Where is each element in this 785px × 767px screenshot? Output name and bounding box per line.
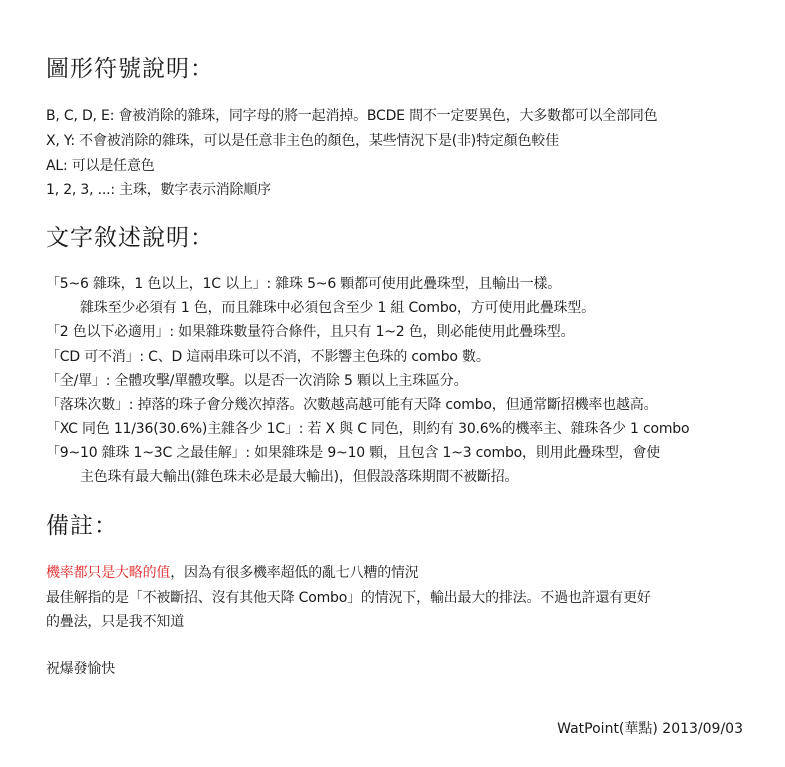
text-desc-line: 主色珠有最大輸出(雜色珠未必是最大輸出)，但假設落珠期間不被斷招。 <box>80 469 519 485</box>
symbol-desc-al: AL: 可以是任意色 <box>46 158 155 174</box>
note-highlight: 機率都只是大略的值 <box>46 565 171 581</box>
note-line-3: 的疊法，只是我不知道 <box>46 614 184 630</box>
text-desc-line: 「5~6 雜珠，1 色以上，1C 以上」: 雜珠 5~6 顆都可使用此疊珠型，且輸出一樣。 <box>46 276 562 292</box>
note-line-1 <box>46 562 419 582</box>
section-title-symbols: 圖形符號說明： <box>46 56 214 82</box>
section-title-notes: 備註： <box>46 513 118 539</box>
symbol-desc-bcde: B, C, D, E: 會被消除的雜珠，同字母的將一起消掉。BCDE 間不一定要異色，大多數都可以全部同色 <box>46 108 658 124</box>
text-desc-line: 「CD 可不消」: C、D 這兩串珠可以不消，不影響主色珠的 combo 數。 <box>46 349 490 365</box>
signature: WatPoint(華點) 2013/09/03 <box>557 721 743 737</box>
text-desc-line: 「2 色以下必適用」: 如果雜珠數量符合條件，且只有 1~2 色，則必能使用此疊珠型。 <box>46 324 575 340</box>
text-desc-line: 「XC 同色 11/36(30.6%)主雜各少 1C」: 若 X 與 C 同色，則約有 30.6%的機率主、雜珠各少 1 combo <box>46 421 690 437</box>
text-desc-line: 「全/單」: 全體攻擊/單體攻擊。以是否一次消除 5 顆以上主珠區分。 <box>46 373 468 389</box>
text-desc-line: 「9~10 雜珠 1~3C 之最佳解」: 如果雜珠是 9~10 顆，且包含 1~3 combo，則用此疊珠型，會使 <box>46 445 661 461</box>
text-desc-line: 雜珠至少必須有 1 色，而且雜珠中必須包含至少 1 組 Combo，方可使用此疊珠型。 <box>80 300 595 316</box>
symbol-desc-numbers: 1, 2, 3, ...: 主珠，數字表示消除順序 <box>46 182 271 198</box>
wish-line: 祝爆發愉快 <box>46 661 115 677</box>
symbol-desc-xy: X, Y: 不會被消除的雜珠，可以是任意非主色的顏色，某些情況下是(非)特定顏色較佳 <box>46 133 559 149</box>
note-line-2: 最佳解指的是「不被斷招、沒有其他天降 Combo」的情況下，輸出最大的排法。不過也許還有更好 <box>46 590 651 606</box>
section-title-text: 文字敘述說明： <box>46 225 214 251</box>
note-rest: ，因為有很多機率超低的亂七八糟的情況 <box>170 565 419 581</box>
text-desc-line: 「落珠次數」: 掉落的珠子會分幾次掉落。次數越高越可能有天降 combo，但通常斷招機率也越高。 <box>46 397 658 413</box>
